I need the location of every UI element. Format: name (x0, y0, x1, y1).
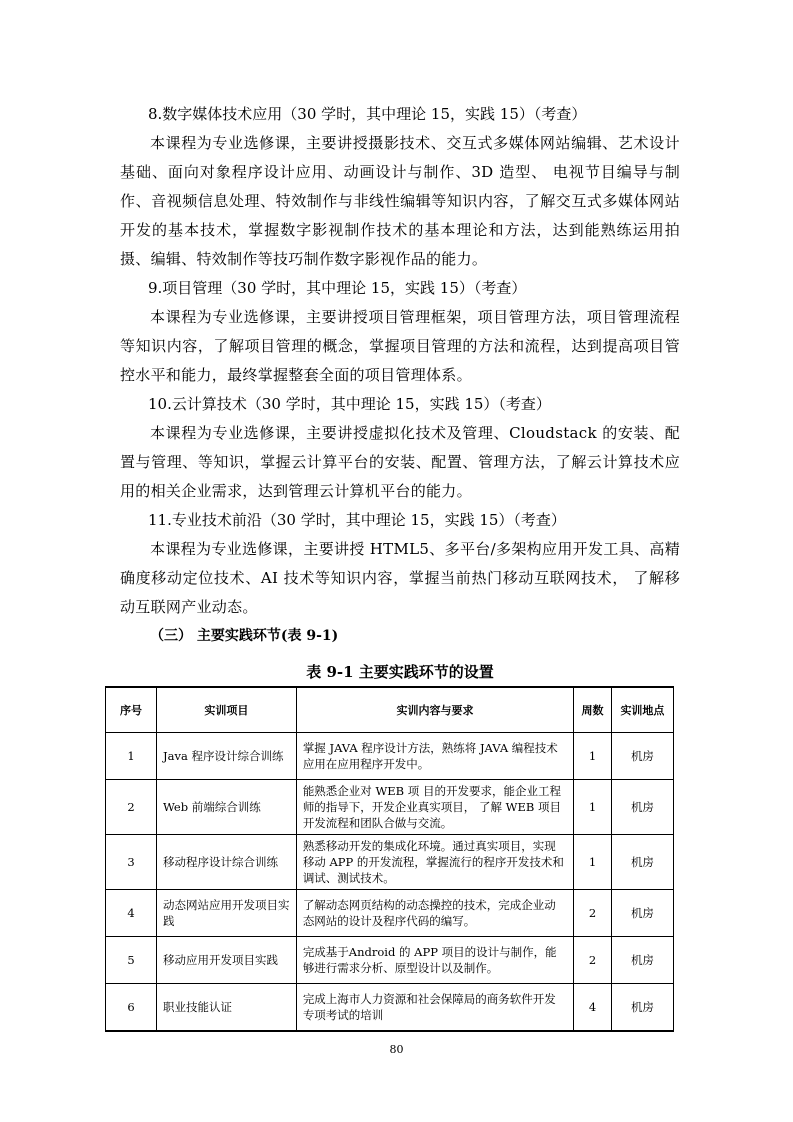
cell-weeks: 1 (574, 835, 612, 890)
practice-table (105, 686, 674, 1032)
header-content: 实训内容与要求 (296, 687, 573, 733)
table-row (106, 890, 674, 937)
table-row (106, 733, 674, 780)
table-row (106, 835, 674, 890)
cell-no: 1 (106, 733, 157, 780)
cell-weeks: 1 (574, 780, 612, 835)
cell-no: 5 (106, 937, 157, 984)
course-title-10: 10.云计算技术（30 学时，其中理论 15，实践 15）（考查） (148, 395, 551, 413)
cell-place: 机房 (611, 984, 673, 1032)
cell-place: 机房 (611, 780, 673, 835)
cell-weeks: 2 (574, 890, 612, 937)
cell-weeks: 1 (574, 733, 612, 780)
course-title-9: 9.项目管理（30 学时，其中理论 15，实践 15）（考查） (148, 279, 527, 297)
course-descriptions (120, 100, 680, 686)
course-body-8: 本课程为专业选修课，主要讲授摄影技术、交互式多媒体网站编辑、艺术设计基础、面向对象程序设计应用、动画设计与制作、3D 造型、 电视节目编导与制作、音视频信息处理、特效制作与非线性编辑等知识内容，了解交互式多媒体网站开发的基本技术，掌握数字影视制作技术的基本理论和方法，达到能熟练运用拍摄、编辑、特效制作等技巧制作数字影视作品的能力。 (120, 134, 680, 268)
cell-place: 机房 (611, 733, 673, 780)
table-row (106, 780, 674, 835)
section-heading: （三） 主要实践环节(表 9-1) (150, 628, 339, 644)
cell-content: 完成上海市人力资源和社会保障局的商务软件开发专项考试的培训 (296, 984, 573, 1032)
table-header-row (106, 687, 674, 733)
course-title-11: 11.专业技术前沿（30 学时，其中理论 15，实践 15）（考查） (148, 511, 566, 529)
cell-item: Web 前端综合训练 (157, 780, 297, 835)
cell-item: 职业技能认证 (157, 984, 297, 1032)
cell-content: 熟悉移动开发的集成化环境。通过真实项目，实现移动 APP 的开发流程，掌握流行的程序开发技术和调试、测试技术。 (296, 835, 573, 890)
cell-no: 2 (106, 780, 157, 835)
header-no: 序号 (106, 687, 157, 733)
cell-place: 机房 (611, 835, 673, 890)
course-body-9: 本课程为专业选修课，主要讲授项目管理框架，项目管理方法，项目管理流程等知识内容，了解项目管理的概念，掌握项目管理的方法和流程，达到提高项目管控水平和能力，最终掌握整套全面的项目管理体系。 (120, 308, 680, 384)
course-body-11: 本课程为专业选修课，主要讲授 HTML5、多平台/多架构应用开发工具、高精确度移动定位技术、AI 技术等知识内容，掌握当前热门移动互联网技术， 了解移动互联网产业动态。 (120, 540, 680, 616)
table-row (106, 984, 674, 1032)
cell-no: 4 (106, 890, 157, 937)
cell-item: Java 程序设计综合训练 (157, 733, 297, 780)
cell-item: 动态网站应用开发项目实践 (157, 890, 297, 937)
cell-item: 移动应用开发项目实践 (157, 937, 297, 984)
cell-content: 了解动态网页结构的动态操控的技术，完成企业动态网站的设计及程序代码的编写。 (296, 890, 573, 937)
cell-no: 6 (106, 984, 157, 1032)
cell-place: 机房 (611, 937, 673, 984)
header-place: 实训地点 (611, 687, 673, 733)
header-item: 实训项目 (157, 687, 297, 733)
cell-content: 能熟悉企业对 WEB 项 目的开发要求，能企业工程师的指导下，开发企业真实项目， 了解 WEB 项目开发流程和团队合做与交流。 (296, 780, 573, 835)
cell-content: 掌握 JAVA 程序设计方法，熟练将 JAVA 编程技术应用在应用程序开发中。 (296, 733, 573, 780)
header-weeks: 周数 (574, 687, 612, 733)
table-row (106, 937, 674, 984)
cell-item: 移动程序设计综合训练 (157, 835, 297, 890)
page-number: 80 (389, 1043, 404, 1056)
cell-place: 机房 (611, 890, 673, 937)
course-body-10: 本课程为专业选修课，主要讲授虚拟化技术及管理、Cloudstack 的安装、配置与管理、等知识，掌握云计算平台的安装、配置、管理方法，了解云计算技术应用的相关企业需求，达到管理云计算机平台的能力。 (120, 424, 680, 500)
cell-weeks: 2 (574, 937, 612, 984)
course-title-8: 8.数字媒体技术应用（30 学时，其中理论 15，实践 15）（考查） (148, 105, 587, 123)
cell-weeks: 4 (574, 984, 612, 1032)
table-caption: 表 9-1 主要实践环节的设置 (306, 663, 494, 681)
cell-content: 完成基于Android 的 APP 项目的设计与制作，能够进行需求分析、原型设计以及制作。 (296, 937, 573, 984)
cell-no: 3 (106, 835, 157, 890)
